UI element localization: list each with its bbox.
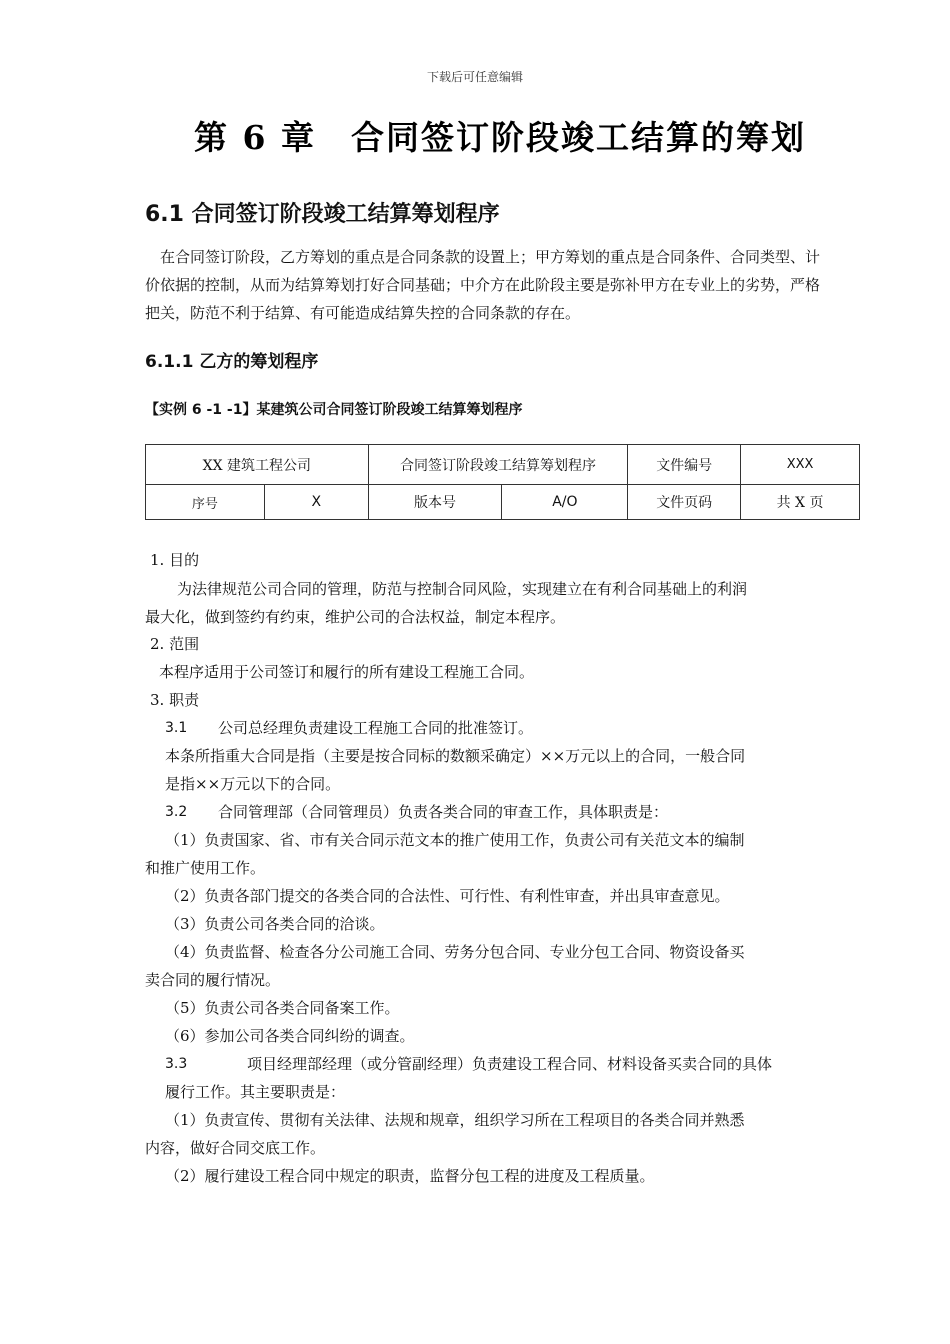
body-line: 项目经理部经理（或分管副经理）负责建设工程合同、材料设备买卖合同的具体 [247,1055,773,1073]
subsection-title: 6.1.1 乙方的筹划程序 [145,352,319,372]
doc-name-cell: 合同签订阶段竣工结算筹划程序 [368,445,628,485]
body-line: 卖合同的履行情况。 [145,971,281,989]
body-line: （2）负责各部门提交的各类合同的合法性、可行性、有利性审查，并出具审查意见。 [165,887,730,905]
header-note: 下载后可任意编辑 [426,70,523,84]
body-line: 公司总经理负责建设工程施工合同的批准签订。 [218,719,534,737]
body-line: 履行工作。其主要职责是： [165,1083,346,1101]
company-cell: XX 建筑工程公司 [146,445,369,485]
body-line: 本条所指重大合同是指（主要是按合同标的数额采确定）××万元以上的合同，一般合同 [165,747,746,765]
document-control-table [145,444,860,520]
body-line: 本程序适用于公司签订和履行的所有建设工程施工合同。 [159,663,535,681]
body-line: 合同管理部（合同管理员）负责各类合同的审查工作，具体职责是： [218,803,669,821]
serial-value: X [264,485,368,520]
page-value: 共 X 页 [741,485,860,520]
table-row [146,445,860,485]
file-no-value: XXX [741,445,860,485]
body-line: （5）负责公司各类合同备案工作。 [165,999,400,1017]
item-number: 3.1 [165,720,188,736]
body-line: 内容，做好合同交底工作。 [145,1139,326,1157]
chapter-title: 第 6 章 合同签订阶段竣工结算的筹划 [194,118,806,157]
heading-scope: 2. 范围 [150,635,200,653]
serial-label: 序号 [146,485,265,520]
body-line: （3）负责公司各类合同的洽谈。 [165,915,385,933]
item-number: 3.2 [165,804,188,820]
intro-paragraph: 在合同签订阶段，乙方筹划的重点是合同条款的设置上；甲方筹划的重点是合同条件、合同类型、计价依据的控制，从而为结算筹划打好合同基础；中介方在此阶段主要是弥补甲方在专业上的劣势，严格把关，防范不利于结算、有可能造成结算失控的合同条款的存在。 [145,248,821,322]
heading-duties: 3. 职责 [150,691,200,709]
body-line: （1）负责宣传、贯彻有关法律、法规和规章，组织学习所在工程项目的各类合同并熟悉 [165,1111,745,1129]
example-title: 【实例 6 -1 -1】某建筑公司合同签订阶段竣工结算筹划程序 [145,402,523,418]
file-no-label: 文件编号 [628,445,741,485]
body-line: （2）履行建设工程合同中规定的职责，监督分包工程的进度及工程质量。 [165,1167,655,1185]
page-label: 文件页码 [628,485,741,520]
item-number: 3.3 [165,1056,188,1072]
body-line: （4）负责监督、检查各分公司施工合同、劳务分包合同、专业分包工合同、物资设备买 [165,943,745,961]
body-line: 和推广使用工作。 [145,859,266,877]
section-title: 6.1 合同签订阶段竣工结算筹划程序 [145,202,500,227]
body-line: （6）参加公司各类合同纠纷的调查。 [165,1027,415,1045]
body-line: 是指××万元以下的合同。 [165,775,341,793]
body-line: 最大化，做到签约有约束，维护公司的合法权益，制定本程序。 [145,608,566,626]
version-value: A/O [502,485,628,520]
body-line: （1）负责国家、省、市有关合同示范文本的推广使用工作，负责公司有关范文本的编制 [165,831,745,849]
body-line: 为法律规范公司合同的管理，防范与控制合同风险，实现建立在有利合同基础上的利润 [177,580,748,598]
heading-purpose: 1. 目的 [150,551,200,569]
table-row [146,485,860,520]
version-label: 版本号 [368,485,502,520]
